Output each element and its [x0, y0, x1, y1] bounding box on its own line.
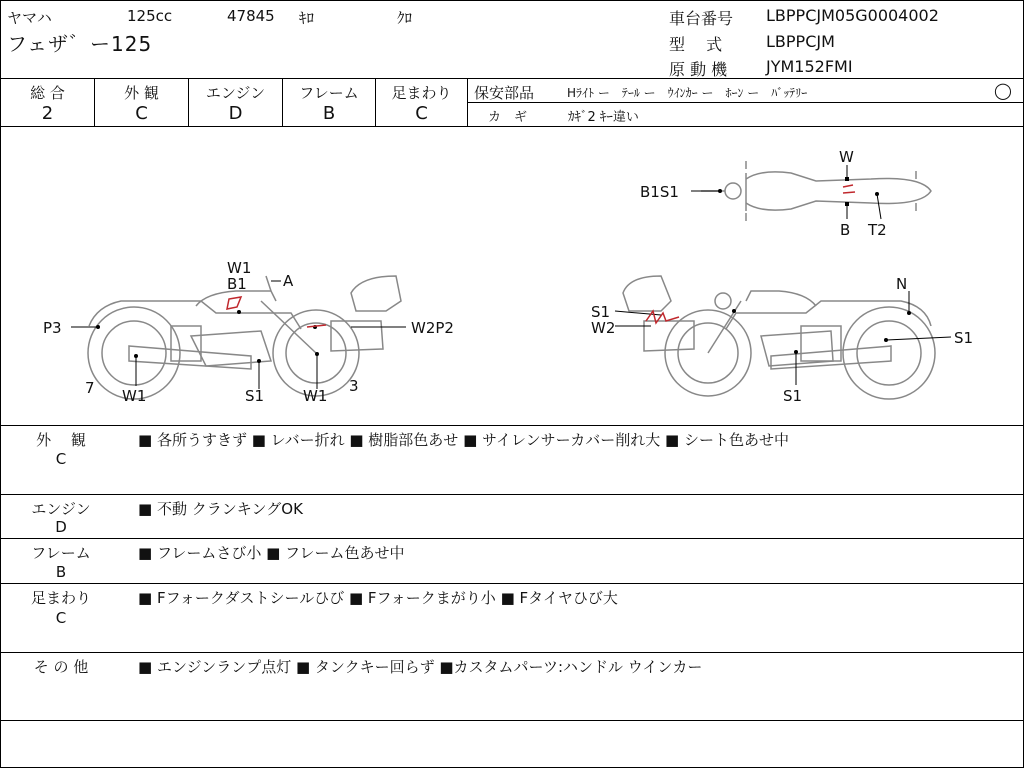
score-value-overall: 2: [41, 103, 54, 124]
displacement: 125cc: [127, 7, 173, 25]
label-seven: 7: [85, 379, 95, 397]
section-grade-engine: D: [55, 518, 67, 536]
divider: [1, 652, 1023, 653]
label-three: 3: [349, 377, 359, 395]
label-w: W: [839, 148, 854, 166]
label-w2: W2: [591, 319, 616, 337]
label-s1-left: S1: [591, 303, 611, 321]
damage-diagram: [1, 127, 1023, 425]
divider: [467, 78, 468, 126]
section-grade-suspension: C: [55, 609, 67, 627]
engine-label: 原 動 機: [669, 60, 728, 79]
label-b1: B1: [227, 275, 247, 293]
section-label-frame: フレーム: [31, 544, 91, 562]
diagram-labels: [43, 148, 973, 405]
section-text-exterior: ■ 各所うすきず ■ レバー折れ ■ 樹脂部色あせ ■ サイレンサーカバー削れ大 ■ シート色あせ中: [138, 431, 790, 449]
maker: ヤマハ: [7, 9, 52, 27]
label-a: A: [283, 272, 294, 290]
right-side-bike: [623, 276, 935, 399]
label-s1-right: S1: [954, 329, 974, 347]
score-label-overall: 総 合: [30, 84, 65, 102]
label-w1-top: W1: [227, 259, 252, 277]
divider: [1, 583, 1023, 584]
score-label-engine: エンジン: [205, 84, 266, 102]
score-value-frame: B: [322, 103, 336, 124]
label-s1-bottom: S1: [783, 387, 803, 405]
label-s1: S1: [245, 387, 265, 405]
frame-label: 車台番号: [669, 9, 734, 28]
score-value-engine: D: [228, 103, 243, 124]
safety-title: 保安部品: [474, 84, 535, 102]
label-n: N: [896, 275, 908, 293]
divider: [1, 78, 1023, 79]
score-value-suspension: C: [415, 103, 428, 124]
divider: [1, 720, 1023, 721]
divider: [1, 425, 1023, 426]
type-label: 型 式: [669, 35, 723, 54]
frame-number: LBPPCJM05G0004002: [766, 6, 939, 25]
leader-lines: [71, 165, 951, 389]
section-grade-exterior: C: [55, 450, 67, 468]
section-grade-frame: B: [55, 563, 67, 581]
divider: [1, 538, 1023, 539]
color: ｸﾛ: [397, 9, 413, 27]
section-label-exterior: 外 観: [36, 431, 86, 449]
type-value: LBPPCJM: [766, 32, 835, 51]
label-p3: P3: [43, 319, 62, 337]
score-label-suspension: 足まわり: [391, 84, 452, 102]
battery-mark: ◯: [994, 81, 1012, 100]
mileage: 47845: [227, 7, 275, 25]
top-view-bike: [701, 161, 931, 221]
section-text-other: ■ エンジンランプ点灯 ■ タンクキー回らず ■カスタムパーツ:ハンドル ウインカー: [138, 658, 703, 676]
key-value: ｶｷﾞ2 ｷｰ違い: [568, 110, 639, 125]
label-t2: T2: [868, 221, 887, 239]
label-w1-a: W1: [122, 387, 147, 405]
section-text-suspension: ■ Fフォークダストシールひび ■ Fフォークまがり小 ■ Fタイヤひび大: [138, 589, 618, 607]
section-label-engine: エンジン: [31, 500, 91, 518]
divider: [467, 102, 1023, 103]
model-name: フェザ゛ー125: [7, 32, 153, 56]
section-text-engine: ■ 不動 クランキングOK: [138, 500, 303, 518]
safety-items: Hﾗｲﾄ ー ﾃｰﾙ ー ｳｲﾝｶｰ ー ﾎｰﾝ ー ﾊﾞｯﾃﾘｰ: [567, 86, 808, 100]
label-b1s1: B1S1: [640, 183, 679, 201]
label-w1-b: W1: [303, 387, 328, 405]
engine-value: JYM152FMI: [766, 57, 853, 76]
section-label-suspension: 足まわり: [30, 589, 91, 607]
label-w2p2: W2P2: [411, 319, 454, 337]
label-b: B: [840, 221, 851, 239]
score-label-exterior: 外 観: [124, 84, 159, 102]
red-marks: [227, 185, 855, 327]
score-value-exterior: C: [135, 103, 148, 124]
section-text-frame: ■ フレームさび小 ■ フレーム色あせ中: [138, 544, 405, 562]
mileage-unit: ｷﾛ: [299, 9, 315, 27]
divider: [1, 494, 1023, 495]
section-label-other: そ の 他: [33, 658, 89, 676]
score-label-frame: フレーム: [299, 84, 359, 102]
damage-points: [96, 177, 911, 363]
key-label: カ ギ: [488, 110, 528, 125]
